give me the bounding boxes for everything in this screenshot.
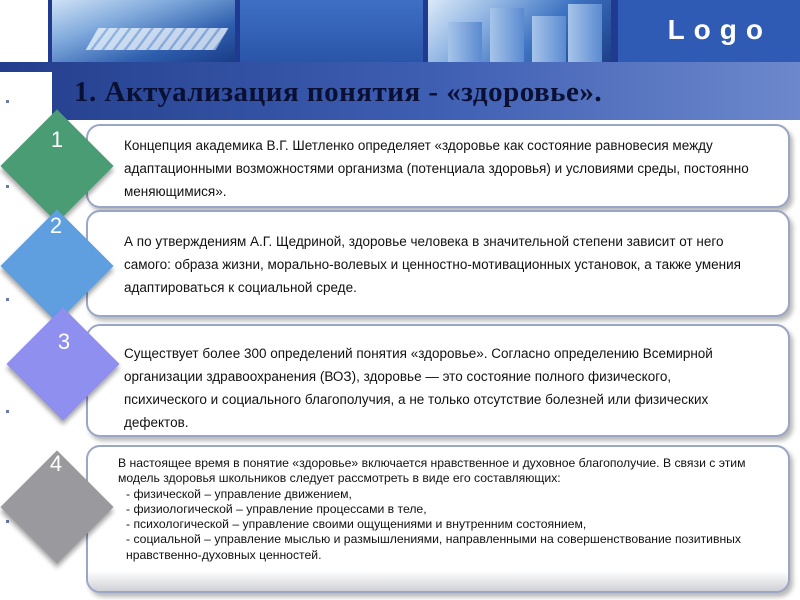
decor-dot [6,298,9,301]
content-box-4 [86,445,790,593]
page-title: 1. Актуализация понятия - «здоровье». [74,76,603,108]
badge-number-2: 2 [49,213,63,238]
content-text-1: Концепция академика В.Г. Шетленко определяет «здоровье как состояние равновесия между адаптационными возможностями организма (потенциала здоровья) и условиями среды, постоянно меняющимися». [124,138,749,199]
building-decoration [448,22,482,62]
logo-area [618,0,800,62]
title-bar-notch [0,72,52,120]
header-photo-blue [240,0,423,62]
decor-dot [6,185,9,188]
decor-dot [6,410,9,413]
content-box-3 [86,324,790,437]
header-photo-buildings [428,0,611,62]
badge-number-4: 4 [49,451,63,476]
box-footer-band [88,571,788,591]
content-box-1 [86,124,790,208]
list-item: - социальной – управление мыслью и размышлениями, направленными на совершенствование позитивных нравственно-духовных ценностей. [126,532,742,562]
keyboard-keys-decoration [86,28,229,50]
badge-number-3: 3 [57,329,71,354]
content-text-4 [118,456,778,563]
content-box-2 [86,210,790,317]
list-item: - физиологической – управление процессами в теле, [126,501,427,516]
building-decoration [568,4,602,62]
badge-number-1: 1 [50,127,64,152]
list-item: - психологической – управление своими ощущениями и внутренним состоянием, [126,517,587,532]
decor-dot [6,100,9,103]
building-decoration [532,16,566,62]
header-photo-keyboard [52,0,235,62]
content-4-intro: В настоящее время в понятие «здоровье» включается нравственное и духовное благополучие. В связи с этим модель здоровья школьников следует рассмотреть в виде его составляющих: [118,456,746,486]
content-text-2: А по утверждениям А.Г. Щедриной, здоровье человека в значительной степени зависит от него самого: образа жизни, морально-волевых и ценностно-мотивационных установок, а также умения адаптироваться к социальной среде. [124,234,741,295]
list-item: - физической – управление движением, [126,486,352,501]
header-photo-blank [0,0,48,62]
decor-dot [6,520,9,523]
building-decoration [490,8,524,62]
logo: Logo [667,14,772,45]
content-text-3: Существует более 300 определений понятия «здоровье». Согласно определению Всемирной организации здравоохранения (ВОЗ), здоровье — это состояние полного физического, психического и социального благополучия, а не только отсутствие болезней или физических дефектов. [124,346,713,430]
